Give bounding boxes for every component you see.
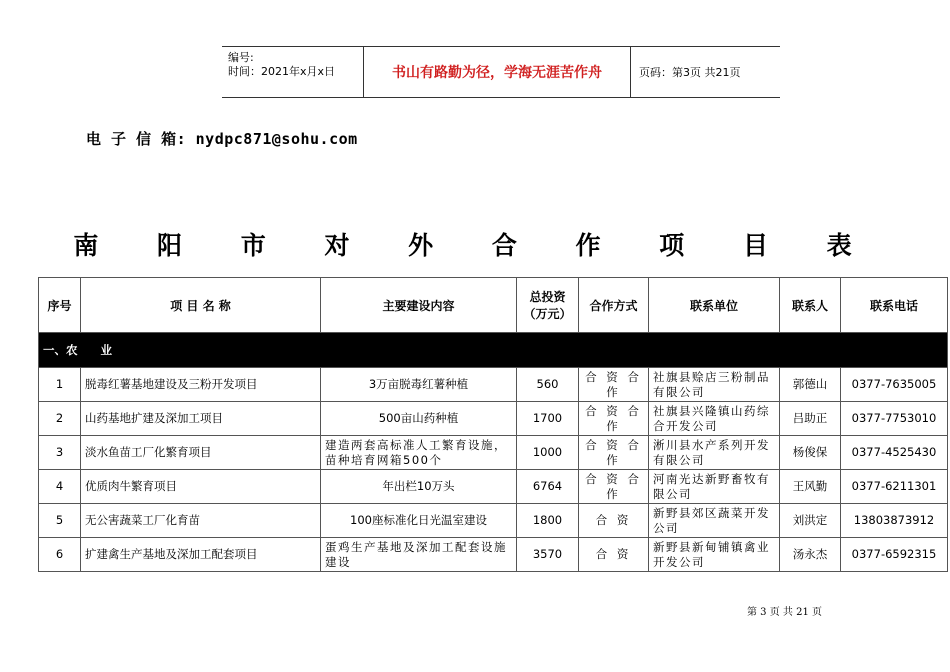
cell-mode: 合 资 合 作 xyxy=(579,402,649,436)
cell-invest: 560 xyxy=(517,368,579,402)
cell-content: 3万亩脱毒红薯种植 xyxy=(321,368,517,402)
cell-person: 汤永杰 xyxy=(780,538,841,572)
motto: 书山有路勤为径，学海无涯苦作舟 xyxy=(364,47,631,97)
email-line: 电 子 信 箱: nydpc871@sohu.com xyxy=(86,130,358,148)
cell-content: 年出栏10万头 xyxy=(321,470,517,504)
cell-seq: 5 xyxy=(39,504,81,538)
cell-name: 无公害蔬菜工厂化育苗 xyxy=(81,504,321,538)
col-invest: 总投资（万元） xyxy=(517,278,579,333)
col-name: 项 目 名 称 xyxy=(81,278,321,333)
cell-phone: 0377-7635005 xyxy=(841,368,948,402)
cell-invest: 6764 xyxy=(517,470,579,504)
cell-name: 脱毒红薯基地建设及三粉开发项目 xyxy=(81,368,321,402)
section-label: 一、农 业 xyxy=(39,333,948,368)
cell-mode: 合 资 合 作 xyxy=(579,368,649,402)
cell-unit: 社旗县赊店三粉制品有限公司 xyxy=(649,368,780,402)
cell-invest: 3570 xyxy=(517,538,579,572)
cell-invest: 1000 xyxy=(517,436,579,470)
cell-content: 500亩山药种植 xyxy=(321,402,517,436)
cell-seq: 6 xyxy=(39,538,81,572)
project-table xyxy=(38,277,948,572)
section-row xyxy=(39,333,948,368)
cell-seq: 2 xyxy=(39,402,81,436)
table-row xyxy=(39,504,948,538)
col-mode: 合作方式 xyxy=(579,278,649,333)
page-title: 南 阳 市 对 外 合 作 项 目 表 xyxy=(73,231,877,260)
col-seq: 序号 xyxy=(39,278,81,333)
cell-person: 王风勤 xyxy=(780,470,841,504)
page-footer: 第 3 页 共 21 页 xyxy=(747,607,822,618)
table-row xyxy=(39,402,948,436)
table-row xyxy=(39,538,948,572)
cell-name: 淡水鱼苗工厂化繁育项目 xyxy=(81,436,321,470)
cell-phone: 0377-6211301 xyxy=(841,470,948,504)
cell-unit: 河南光达新野畜牧有限公司 xyxy=(649,470,780,504)
table-header-row xyxy=(39,278,948,333)
col-phone: 联系电话 xyxy=(841,278,948,333)
cell-invest: 1700 xyxy=(517,402,579,436)
cell-mode: 合 资 xyxy=(579,504,649,538)
document-header xyxy=(222,46,780,98)
cell-name: 优质肉牛繁育项目 xyxy=(81,470,321,504)
cell-phone: 13803873912 xyxy=(841,504,948,538)
cell-phone: 0377-7753010 xyxy=(841,402,948,436)
cell-seq: 1 xyxy=(39,368,81,402)
number-label: 编号: xyxy=(228,51,254,64)
header-meta xyxy=(222,47,364,97)
cell-unit: 淅川县水产系列开发有限公司 xyxy=(649,436,780,470)
cell-person: 吕助正 xyxy=(780,402,841,436)
cell-content: 建造两套高标准人工繁育设施，苗种培育网箱500个 xyxy=(321,436,517,470)
page-label: 页码：第3页 共21页 xyxy=(639,66,741,79)
table-row xyxy=(39,436,948,470)
cell-name: 山药基地扩建及深加工项目 xyxy=(81,402,321,436)
cell-seq: 4 xyxy=(39,470,81,504)
cell-unit: 社旗县兴隆镇山药综合开发公司 xyxy=(649,402,780,436)
cell-unit: 新野县郊区蔬菜开发公司 xyxy=(649,504,780,538)
col-unit: 联系单位 xyxy=(649,278,780,333)
cell-person: 杨俊保 xyxy=(780,436,841,470)
cell-content: 蛋鸡生产基地及深加工配套设施建设 xyxy=(321,538,517,572)
cell-mode: 合 资 xyxy=(579,538,649,572)
cell-unit: 新野县新甸铺镇禽业开发公司 xyxy=(649,538,780,572)
cell-phone: 0377-6592315 xyxy=(841,538,948,572)
cell-mode: 合 资 合 作 xyxy=(579,436,649,470)
cell-person: 郭德山 xyxy=(780,368,841,402)
cell-invest: 1800 xyxy=(517,504,579,538)
col-person: 联系人 xyxy=(780,278,841,333)
cell-content: 100座标准化日光温室建设 xyxy=(321,504,517,538)
cell-person: 刘洪定 xyxy=(780,504,841,538)
col-content: 主要建设内容 xyxy=(321,278,517,333)
cell-name: 扩建禽生产基地及深加工配套项目 xyxy=(81,538,321,572)
cell-mode: 合 资 合 作 xyxy=(579,470,649,504)
table-row xyxy=(39,470,948,504)
cell-phone: 0377-4525430 xyxy=(841,436,948,470)
table-row xyxy=(39,368,948,402)
time-label: 时间：2021年x月x日 xyxy=(228,65,336,78)
cell-seq: 3 xyxy=(39,436,81,470)
